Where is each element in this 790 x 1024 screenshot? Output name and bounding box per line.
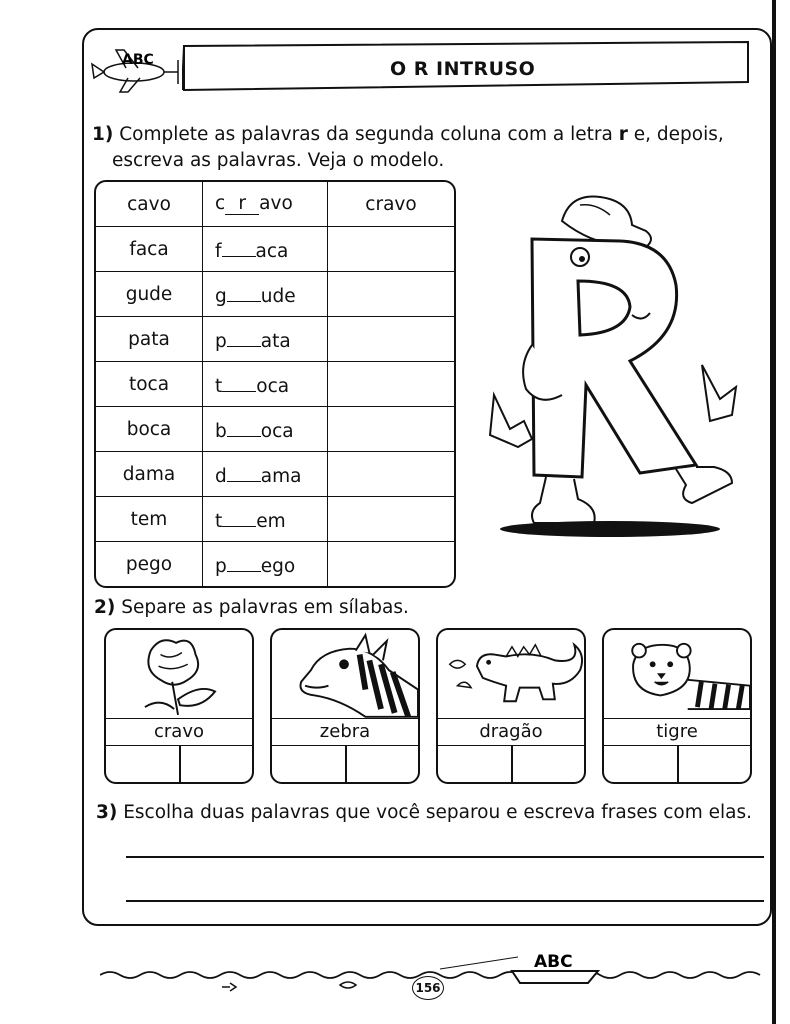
table-row bbox=[96, 272, 454, 317]
word-end: ego bbox=[260, 556, 296, 577]
answer-cell[interactable] bbox=[328, 407, 454, 452]
letter-r-character-icon bbox=[470, 185, 750, 545]
page-number: 156 bbox=[412, 976, 444, 1000]
word-end: oca bbox=[260, 421, 294, 442]
table-row bbox=[96, 452, 454, 497]
word-start: p bbox=[215, 556, 227, 577]
letter-blank[interactable] bbox=[227, 326, 261, 347]
original-word-cell: boca bbox=[96, 407, 203, 452]
table-row bbox=[96, 227, 454, 272]
table-row bbox=[96, 317, 454, 362]
syllable-divider bbox=[179, 746, 181, 784]
answer-cell[interactable] bbox=[328, 317, 454, 362]
original-word-cell: faca bbox=[96, 227, 203, 272]
syllable-card-zebra bbox=[270, 628, 420, 784]
question-3-number: 3) bbox=[96, 802, 118, 823]
question-1 bbox=[92, 122, 757, 174]
syllable-divider bbox=[511, 746, 513, 784]
card-word: zebra bbox=[272, 718, 418, 746]
original-word-cell: dama bbox=[96, 452, 203, 497]
fill-in-word-cell bbox=[203, 362, 328, 407]
fill-in-word-cell bbox=[203, 227, 328, 272]
word-end: em bbox=[256, 511, 286, 532]
original-word-cell: gude bbox=[96, 272, 203, 317]
letter-blank[interactable] bbox=[222, 236, 256, 257]
question-1-text-a: Complete as palavras da segunda coluna com a letra bbox=[119, 124, 613, 145]
answer-cell[interactable] bbox=[328, 362, 454, 407]
syllable-card-dragao bbox=[436, 628, 586, 784]
word-end: ude bbox=[260, 286, 296, 307]
fill-in-word-cell bbox=[203, 182, 328, 227]
letter-blank[interactable] bbox=[222, 506, 256, 527]
table-row bbox=[96, 362, 454, 407]
syllable-card-tigre bbox=[602, 628, 752, 784]
word-end: ata bbox=[260, 331, 291, 352]
answer-cell[interactable] bbox=[328, 272, 454, 317]
boat-text: ABC bbox=[534, 952, 573, 972]
tiger-icon bbox=[604, 630, 750, 718]
syllable-divider bbox=[677, 746, 679, 784]
question-2-number: 2) bbox=[94, 597, 116, 618]
letter-blank[interactable] bbox=[227, 551, 261, 572]
word-start: f bbox=[215, 241, 222, 262]
word-start: g bbox=[215, 286, 227, 307]
flower-icon bbox=[106, 630, 252, 718]
fill-in-word-cell bbox=[203, 452, 328, 497]
question-2-text: Separe as palavras em sílabas. bbox=[121, 597, 409, 618]
answer-cell[interactable] bbox=[328, 452, 454, 497]
word-start: t bbox=[215, 376, 223, 397]
word-start: t bbox=[215, 511, 223, 532]
original-word-cell: pata bbox=[96, 317, 203, 362]
sea-boat-footer-icon bbox=[100, 935, 770, 1015]
fill-in-word-cell bbox=[203, 407, 328, 452]
question-1-line-2: escreva as palavras. Veja o modelo. bbox=[112, 150, 445, 171]
table-row bbox=[96, 497, 454, 542]
word-start: b bbox=[215, 421, 227, 442]
letter-blank[interactable] bbox=[222, 371, 256, 392]
syllable-card-cravo bbox=[104, 628, 254, 784]
question-3 bbox=[96, 800, 752, 826]
page-edge bbox=[772, 0, 776, 1024]
table-row bbox=[96, 407, 454, 452]
answer-cell[interactable] bbox=[328, 227, 454, 272]
word-start: p bbox=[215, 331, 227, 352]
original-word-cell: cavo bbox=[96, 182, 203, 227]
question-1-number: 1) bbox=[92, 124, 114, 145]
original-word-cell: tem bbox=[96, 497, 203, 542]
table-row bbox=[96, 542, 454, 586]
letter-blank[interactable] bbox=[227, 416, 261, 437]
dragon-icon bbox=[438, 630, 584, 718]
question-1-highlight: r bbox=[618, 124, 628, 145]
answer-cell[interactable] bbox=[328, 497, 454, 542]
answer-line-2[interactable] bbox=[126, 900, 764, 902]
fill-in-word-cell bbox=[203, 542, 328, 586]
question-1-text-b: e, depois, bbox=[633, 124, 724, 145]
airplane-logo-icon bbox=[86, 42, 186, 96]
word-start: c bbox=[215, 193, 226, 214]
fill-in-word-cell bbox=[203, 497, 328, 542]
letter-blank[interactable] bbox=[227, 461, 261, 482]
answer-cell[interactable]: cravo bbox=[328, 182, 454, 227]
card-word: cravo bbox=[106, 718, 252, 746]
word-table bbox=[94, 180, 456, 588]
question-3-text: Escolha duas palavras que você separou e escreva frases com elas. bbox=[123, 802, 753, 823]
word-end: oca bbox=[256, 376, 290, 397]
word-end: ama bbox=[260, 466, 302, 487]
letter-blank[interactable] bbox=[227, 281, 261, 302]
original-word-cell: pego bbox=[96, 542, 203, 586]
card-word: dragão bbox=[438, 718, 584, 746]
logo-text: ABC bbox=[122, 52, 154, 68]
card-word: tigre bbox=[604, 718, 750, 746]
fill-in-word-cell bbox=[203, 272, 328, 317]
syllable-divider bbox=[345, 746, 347, 784]
original-word-cell: toca bbox=[96, 362, 203, 407]
letter-blank[interactable]: r bbox=[225, 194, 259, 215]
zebra-icon bbox=[272, 630, 418, 718]
question-2 bbox=[94, 595, 409, 621]
table-row bbox=[96, 182, 454, 227]
answer-cell[interactable] bbox=[328, 542, 454, 586]
page-title: O R INTRUSO bbox=[390, 58, 536, 80]
word-start: d bbox=[215, 466, 227, 487]
word-end: avo bbox=[259, 193, 293, 214]
answer-line-1[interactable] bbox=[126, 856, 764, 858]
fill-in-word-cell bbox=[203, 317, 328, 362]
word-end: aca bbox=[255, 241, 289, 262]
